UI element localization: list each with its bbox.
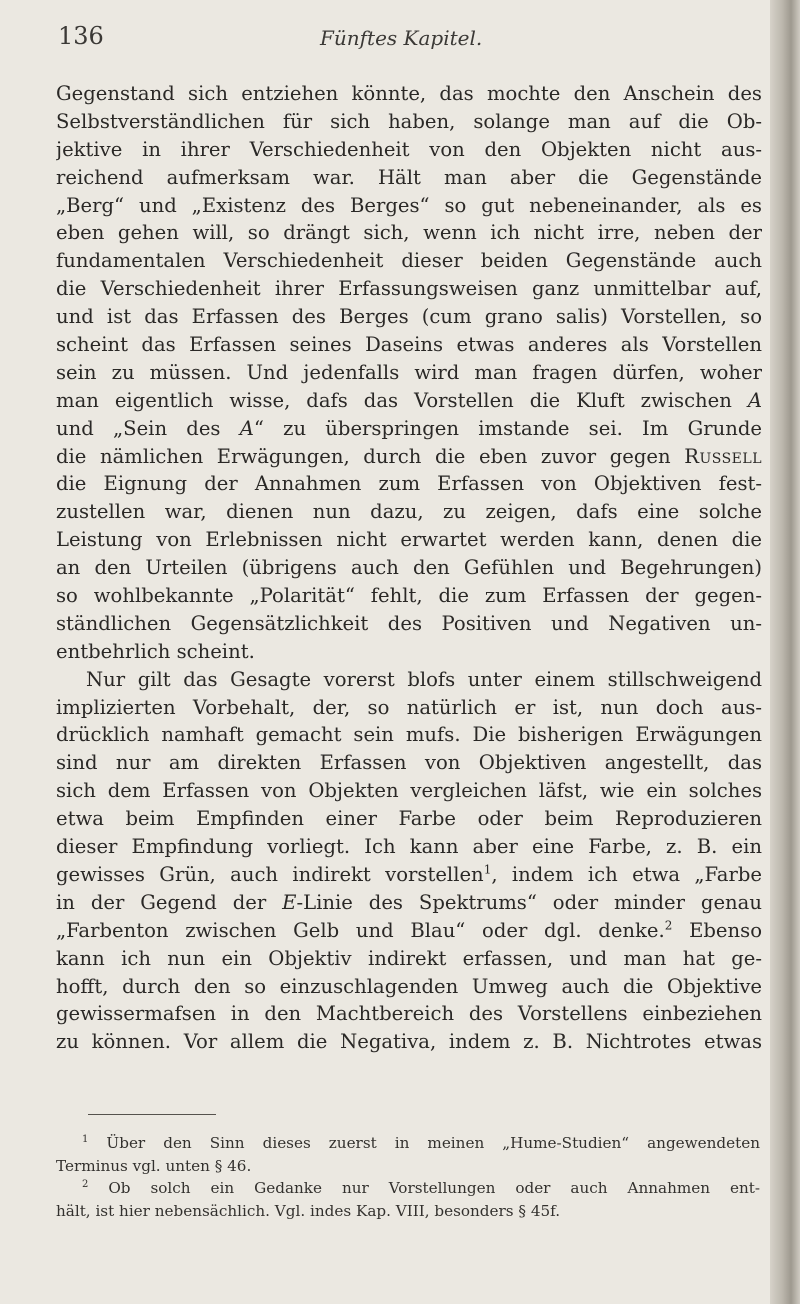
text-segment: Ebenso — [672, 918, 762, 942]
footnote-mark: 1 — [82, 1133, 89, 1145]
text-line: scheint das Erfassen seines Daseins etwas anderes als Vorstellen — [56, 333, 762, 357]
text-line: dieser Empfindung vorliegt. Ich kann aber eine Farbe, z. B. ein — [56, 835, 762, 859]
footnote-ref[interactable]: 2 — [664, 918, 673, 933]
text-line: Selbstverständlichen für sich haben, solange man auf die Ob- — [56, 109, 762, 133]
page-header — [58, 22, 748, 62]
text-line: und „Sein des A“ zu überspringen imstande sei. Im Grunde — [56, 416, 762, 440]
text-line: reichend aufmerksam war. Hält man aber die Gegenstände — [56, 165, 762, 189]
text-line: kann ich nun ein Objektiv indirekt erfassen, und man hat ge- — [56, 946, 762, 970]
text-line: die Verschiedenheit ihrer Erfassungsweisen ganz unmittelbar auf, — [56, 277, 762, 301]
footnote-1 — [56, 1132, 760, 1155]
text-segment: „Farbenton zwischen Gelb und Blau“ oder dgl. denke. — [56, 918, 665, 942]
footnote-rule — [88, 1114, 216, 1115]
text-line: an den Urteilen (übrigens auch den Gefühlen und Begehrungen) — [56, 556, 762, 580]
text-line: eben gehen will, so drängt sich, wenn ich nicht irre, neben der — [56, 221, 762, 245]
text-line: gewissermafsen in den Machtbereich des Vorstellens einbeziehen — [56, 1002, 762, 1026]
text-segment: in der Gegend der — [56, 890, 267, 914]
footnote-mark: 2 — [82, 1178, 89, 1190]
footnote-2 — [56, 1177, 760, 1200]
italic-variable: E — [282, 890, 297, 914]
footnote-text: Ob solch ein Gedanke nur Vorstellungen oder auch Annahmen ent- — [108, 1179, 760, 1197]
text-line: ständlichen Gegensätzlichkeit des Positiven und Negativen un- — [56, 611, 762, 635]
text-segment: gewisses Grün, auch indirekt vorstellen — [56, 862, 484, 886]
text-line: sein zu müssen. Und jedenfalls wird man fragen dürfen, woher — [56, 360, 762, 384]
text-line: Leistung von Erlebnissen nicht erwartet werden kann, denen die — [56, 528, 762, 552]
text-line: fundamentalen Verschiedenheit dieser beiden Gegenstände auch — [56, 249, 762, 273]
text-line: entbehrlich scheint. — [56, 639, 255, 663]
text-line: Nur gilt das Gesagte vorerst blofs unter einem stillschweigend — [86, 667, 762, 691]
text-line: hofft, durch den so einzuschlagenden Umweg auch die Objektive — [56, 974, 762, 998]
text-line: sich dem Erfassen von Objekten vergleichen läfst, wie ein solches — [56, 779, 762, 803]
text-line: die Eignung der Annahmen zum Erfassen von Objektiven fest- — [56, 472, 762, 496]
text-line — [56, 889, 762, 917]
footnote-2-continued: hält, ist hier nebensächlich. Vgl. indes Kap. VIII, besonders § 45f. — [56, 1201, 561, 1220]
text-segment: die nämlichen Erwägungen, durch die eben zuvor gegen — [56, 444, 671, 468]
text-segment: -Linie des Spektrums“ oder minder genau — [296, 890, 762, 914]
text-line: so wohlbekannte „Polarität“ fehlt, die zum Erfassen der gegen- — [56, 584, 762, 608]
running-head: Fünftes Kapitel. — [320, 26, 483, 50]
italic-variable: A — [239, 416, 254, 440]
body-text — [56, 80, 762, 1056]
text-line — [56, 443, 762, 471]
text-line: Gegenstand sich entziehen könnte, das mochte den Anschein des — [56, 82, 762, 105]
author-name: Russell — [684, 444, 762, 468]
footnote-1-continued: Terminus vgl. unten § 46. — [56, 1156, 252, 1175]
text-line — [56, 917, 762, 945]
footnote-ref[interactable]: 1 — [483, 862, 492, 877]
text-line — [56, 861, 762, 889]
italic-variable: A — [747, 388, 762, 412]
text-line: und ist das Erfassen des Berges (cum grano salis) Vorstellen, so — [56, 305, 762, 329]
text-line: „Berg“ und „Existenz des Berges“ so gut nebeneinander, als es — [56, 193, 762, 217]
text-line: zu können. Vor allem die Negativa, indem z. B. Nichtrotes etwas — [56, 1030, 762, 1054]
text-line: jektive in ihrer Verschiedenheit von den Objekten nicht aus- — [56, 137, 762, 161]
text-line: zustellen war, dienen nun dazu, zu zeigen, dafs eine solche — [56, 500, 762, 524]
text-line: drücklich namhaft gemacht sein mufs. Die bisherigen Erwägungen — [56, 723, 762, 747]
page-number: 136 — [58, 22, 104, 50]
text-segment: , indem ich etwa „Farbe — [491, 862, 762, 886]
page-edge-shadow — [770, 0, 800, 1304]
footnotes — [56, 1132, 760, 1222]
text-line: man eigentlich wisse, dafs das Vorstellen die Kluft zwischen A — [56, 388, 762, 412]
text-line: etwa beim Empfinden einer Farbe oder beim Reproduzieren — [56, 807, 762, 831]
footnote-text: Über den Sinn dieses zuerst in meinen „Hume-Studien“ angewendeten — [106, 1134, 760, 1152]
text-line: sind nur am direkten Erfassen von Objektiven angestellt, das — [56, 751, 762, 775]
text-line: implizierten Vorbehalt, der, so natürlich er ist, nun doch aus- — [56, 695, 762, 719]
